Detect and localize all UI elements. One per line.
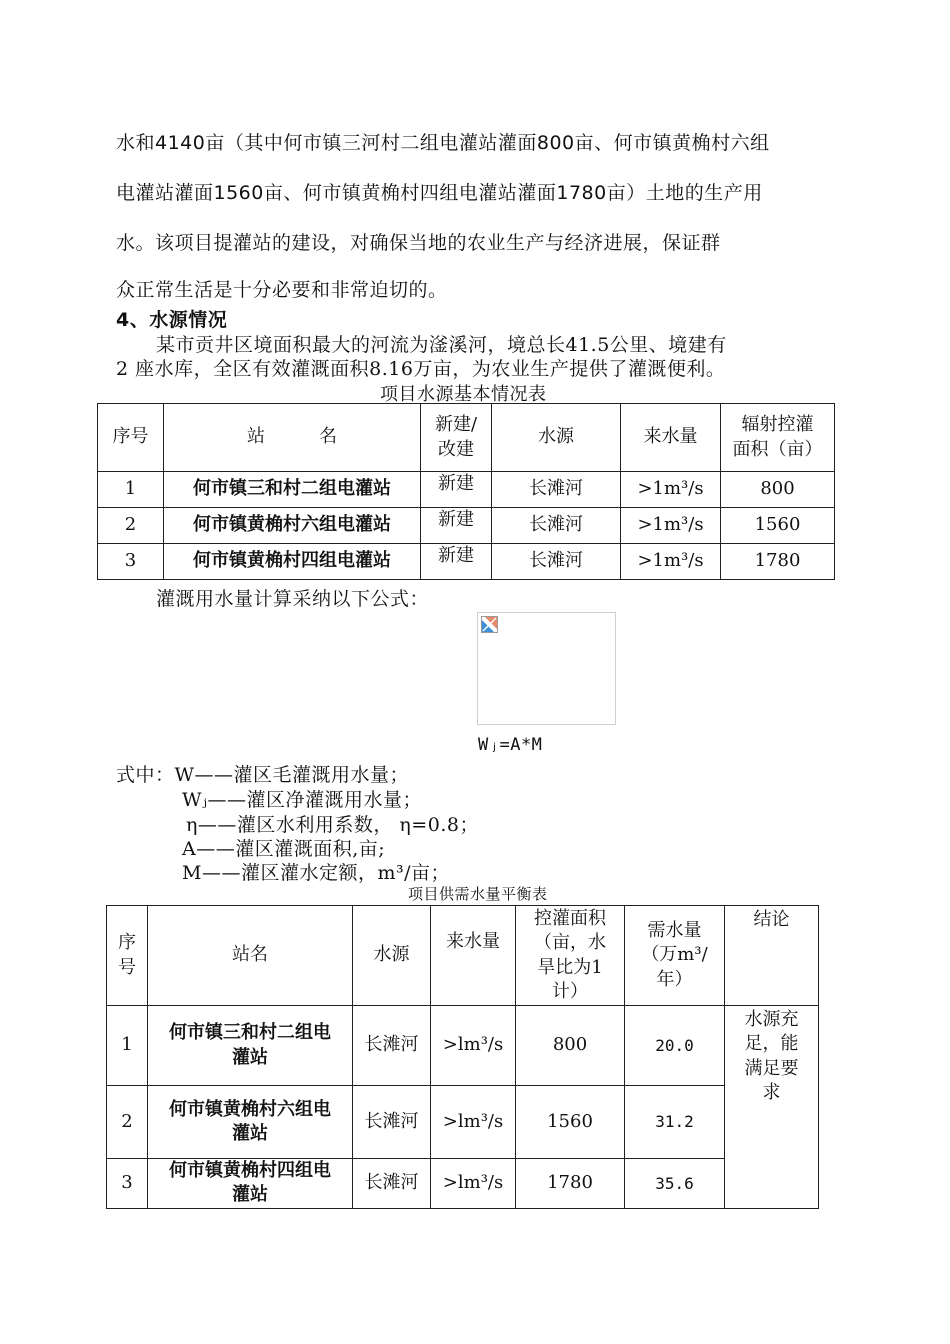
cell-seq: 2 xyxy=(107,1086,148,1159)
cell-demand: 20.0 xyxy=(625,1006,725,1086)
cell-source: 长滩河 xyxy=(492,472,621,508)
cell-area: 1560 xyxy=(721,508,835,544)
formula-intro: 灌溉用水量计算采纳以下公式： xyxy=(156,588,430,610)
cell-source: 长滩河 xyxy=(353,1006,431,1086)
cell-flow: >1m³/s xyxy=(621,544,721,580)
cell-seq: 3 xyxy=(98,544,164,580)
table2-title: 项目供需水量平衡表 xyxy=(408,885,548,903)
header-seq xyxy=(107,906,148,1006)
cell-type: 新建 xyxy=(421,472,492,508)
cell-type: 新建 xyxy=(421,508,492,544)
formula-image xyxy=(477,612,616,725)
cell-source: 长滩河 xyxy=(492,508,621,544)
cell-station-line: 何市镇黄桷村四组电 xyxy=(169,1160,331,1181)
section-intro-line: 2 座水库，全区有效灌溉面积8.16万亩，为农业生产提供了灌溉便利。 xyxy=(116,358,726,380)
cell-flow: >lm³/s xyxy=(431,1086,516,1159)
cell-seq: 1 xyxy=(107,1006,148,1086)
cell-source: 长滩河 xyxy=(492,544,621,580)
header-area-line: 计） xyxy=(552,980,588,1002)
formula-label: Wⱼ=A*M xyxy=(478,735,543,755)
header-conclusion: 结论 xyxy=(725,906,819,1006)
cell-source: 长滩河 xyxy=(353,1159,431,1209)
header-area xyxy=(516,906,625,1006)
definition-line: η——灌区水利用系数， η=0.8； xyxy=(186,814,479,836)
header-seq: 序号 xyxy=(98,404,164,472)
header-type-line: 改建 xyxy=(438,438,474,460)
header-area-line: 面积（亩） xyxy=(732,438,823,460)
header-flow: 来水量 xyxy=(621,404,721,472)
conclusion-line: 满足要 xyxy=(744,1057,799,1079)
cell-flow: >lm³/s xyxy=(431,1159,516,1209)
table-row xyxy=(98,472,835,508)
cell-station xyxy=(148,1159,353,1209)
header-type xyxy=(421,404,492,472)
definition-line: 式中：W——灌区毛灌溉用水量； xyxy=(116,764,410,786)
cell-station-line: 何市镇黄桷村六组电 xyxy=(169,1098,331,1120)
header-area xyxy=(721,404,835,472)
cell-conclusion xyxy=(725,1006,819,1209)
cell-seq: 3 xyxy=(107,1159,148,1209)
paragraph-line: 水。该项目提灌站的建设，对确保当地的农业生产与经济进展，保证群 xyxy=(116,232,721,254)
table-row xyxy=(98,544,835,580)
cell-area: 1780 xyxy=(721,544,835,580)
paragraph-line: 众正常生活是十分必要和非常迫切的。 xyxy=(116,279,448,301)
cell-station xyxy=(148,1086,353,1159)
table-header-row xyxy=(98,404,835,472)
section-intro-line: 某市贡井区境面积最大的河流为滏溪河，境总长41.5公里、境建有 xyxy=(156,334,727,356)
cell-seq: 2 xyxy=(98,508,164,544)
cell-area: 1560 xyxy=(516,1086,625,1159)
cell-station-line: 灌站 xyxy=(232,1184,268,1206)
header-demand-line: 年） xyxy=(656,968,693,990)
header-source: 水源 xyxy=(353,906,431,1006)
header-station: 站名 xyxy=(148,906,353,1006)
section-heading: 4、水源情况 xyxy=(116,309,228,331)
table-row xyxy=(107,1006,819,1086)
header-type-line: 新建/ xyxy=(434,414,478,436)
cell-station: 何市镇黄桷村六组电灌站 xyxy=(164,508,421,544)
conclusion-line: 足，能 xyxy=(744,1033,799,1055)
table-row xyxy=(107,1086,819,1159)
cell-type: 新建 xyxy=(421,544,492,580)
header-area-line: （亩，水 xyxy=(534,932,606,954)
cell-flow: >1m³/s xyxy=(621,472,721,508)
cell-source: 长滩河 xyxy=(353,1086,431,1159)
header-source: 水源 xyxy=(492,404,621,472)
definition-line: M——灌区灌水定额，m³/亩； xyxy=(182,862,450,884)
cell-demand: 35.6 xyxy=(625,1159,725,1209)
header-seq-line: 号 xyxy=(118,956,136,978)
table-header-row xyxy=(107,906,819,1006)
cell-demand: 31.2 xyxy=(625,1086,725,1159)
cell-station xyxy=(148,1006,353,1086)
cell-area: 800 xyxy=(516,1006,625,1086)
cell-area: 1780 xyxy=(516,1159,625,1209)
table1-title: 项目水源基本情况表 xyxy=(380,384,547,405)
definition-line: Wⱼ——灌区净灌溉用水量； xyxy=(182,789,423,811)
conclusion-line: 水源充 xyxy=(744,1009,799,1030)
table-row xyxy=(107,1159,819,1209)
definition-line: A——灌区灌溉面积,亩; xyxy=(182,838,386,860)
cell-station-line: 何市镇三和村二组电 xyxy=(169,1022,331,1044)
cell-seq: 1 xyxy=(98,472,164,508)
header-flow: 来水量 xyxy=(431,906,516,1006)
cell-station-line: 灌站 xyxy=(232,1123,268,1144)
conclusion-line: 求 xyxy=(762,1081,781,1103)
water-source-table xyxy=(97,403,835,580)
cell-flow: >1m³/s xyxy=(621,508,721,544)
broken-image-icon xyxy=(481,616,498,633)
header-station: 站 名 xyxy=(164,404,421,472)
header-area-line: 控灌面积 xyxy=(534,907,606,929)
header-demand-line: 需水量 xyxy=(647,920,702,942)
cell-area: 800 xyxy=(721,472,835,508)
header-area-line: 旱比为1 xyxy=(537,956,603,978)
cell-station: 何市镇黄桷村四组电灌站 xyxy=(164,544,421,580)
cell-station: 何市镇三和村二组电灌站 xyxy=(164,472,421,508)
header-demand-line: （万m³/ xyxy=(641,944,708,966)
header-seq-line: 序 xyxy=(118,932,136,954)
cell-flow: >lm³/s xyxy=(431,1006,516,1086)
header-area-line: 辐射控灌 xyxy=(741,414,814,436)
paragraph-line: 水和4140亩（其中何市镇三河村二组电灌站灌面800亩、何市镇黄桷村六组 xyxy=(116,132,770,154)
header-demand xyxy=(625,906,725,1006)
table-row xyxy=(98,508,835,544)
paragraph-line: 电灌站灌面1560亩、何市镇黄桷村四组电灌站灌面1780亩）土地的生产用 xyxy=(116,182,763,204)
cell-station-line: 灌站 xyxy=(232,1046,268,1068)
supply-demand-table xyxy=(106,905,819,1209)
